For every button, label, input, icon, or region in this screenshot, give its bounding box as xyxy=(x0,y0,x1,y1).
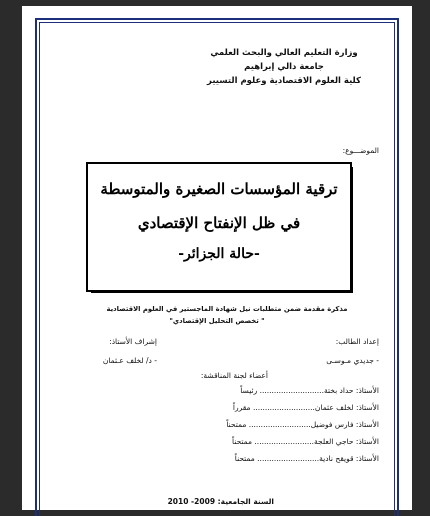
committee-member: الأستاذ: حداد بختة........................... رئيساً xyxy=(240,386,379,395)
institution-header xyxy=(189,46,379,88)
supervisor-label: إشراف الأستاذ: xyxy=(109,337,157,346)
title-line-2: في ظل الإنفتاح الإقتصادي xyxy=(137,214,301,232)
committee-member: الأستاذ: قويقح نادية.......................... ممتحناً xyxy=(234,454,379,463)
title-line-1: ترقية المؤسسات الصغيرة والمتوسطة xyxy=(100,180,338,198)
memo-description: مذكرة مقدمة ضمن متطلبات نيل شهادة الماجستير في العلوم الاقتصادية xyxy=(106,305,348,313)
title-box xyxy=(86,162,352,292)
academic-year: السنة الجامعية: 2009- 2010 xyxy=(167,497,274,506)
committee-member: الأستاذ: حاجي العلجة......................... ممتحناً xyxy=(232,437,379,446)
faculty-name: كلية العلوم الاقتصادية وعلوم التسيير xyxy=(207,76,361,86)
student-label: إعداد الطالب: xyxy=(335,337,379,346)
committee-member: الأستاذ: لخلف عثمان.......................... مقرراً xyxy=(232,403,379,412)
memo-specialty: " تخصص التحليل الإقتصادي" xyxy=(169,317,265,325)
ministry-name: وزارة التعليم العالي والبحث العلمي xyxy=(210,48,358,58)
document-page xyxy=(22,6,412,510)
subject-label: الموضـــوع: xyxy=(342,146,379,155)
student-name: - جديدي مـوسـى xyxy=(326,356,379,365)
university-name: جامعة دالي إبراهيم xyxy=(244,62,324,72)
title-line-3: -حالة الجزائر- xyxy=(178,246,260,262)
committee-member: الأستاذ: فارس فوضيل.......................... ممتحناً xyxy=(226,420,379,429)
supervisor-name: - د/ لخلف عـثمان xyxy=(102,356,157,365)
committee-title: أعضاء لجنة المناقشة: xyxy=(200,371,268,380)
